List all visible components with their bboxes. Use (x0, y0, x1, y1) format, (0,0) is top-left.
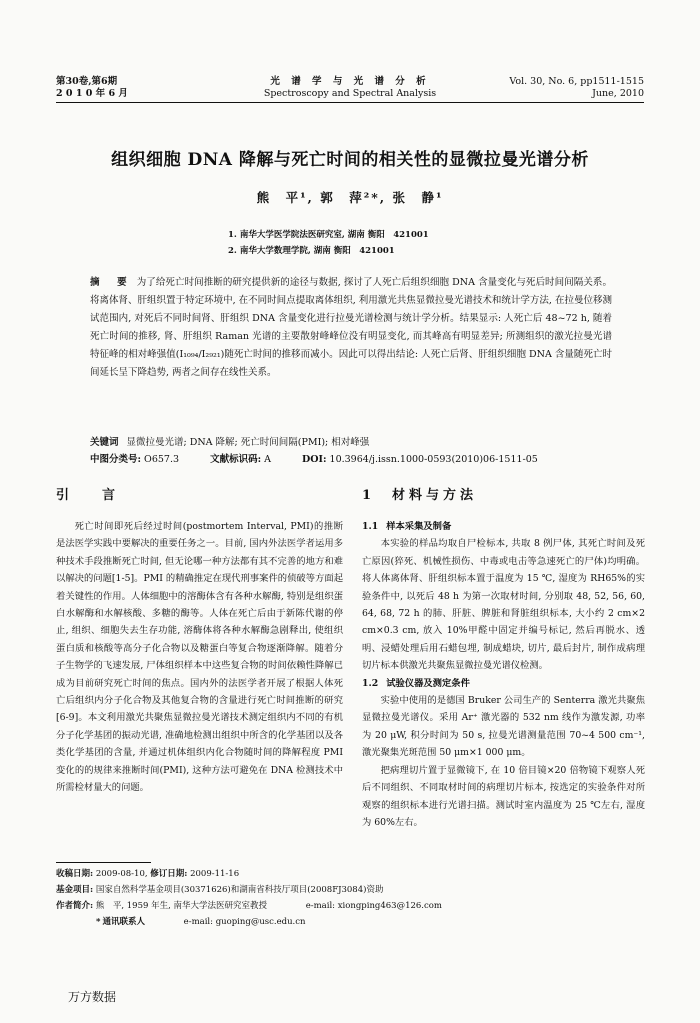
subsection-1-2 (362, 675, 645, 692)
journal-ref (509, 76, 644, 100)
watermark: 万方数据 (68, 990, 117, 1004)
received-label: 收稿日期: (56, 869, 94, 879)
abstract-text: 为了给死亡时间推断的研究提供新的途径与数据, 探讨了人死亡后组织细胞 DNA 含量变化与死后时间间隔关系。将离体肾、肝组织置于特定环境中, 在不同时间点提取离体组织, 利用激光共焦显微拉曼光谱技术和统计学方法, 在拉曼位移测试范围内, 对死后不同时间肾、肝组织 DNA 含量变化进行拉曼光谱检测与统计学分析。结果显示: 人死亡后 48~72 h, 随着死亡时间的推移, 肾、肝组织 Raman 光谱的主要散射峰峰位没有明显变化, 而其峰高有明显差异; 所测组织的激光拉曼光谱特征峰的相对峰强值(I₁₀₉₄/I₂₉₂₁)随死亡时间的推移而减小。因此可以得出结论: 人死亡后肾、肝组织细胞 DNA 含量随死亡时间延长呈下降趋势, 两者之间存在线性关系。 (90, 277, 612, 378)
intro-heading: 引 言 (56, 488, 126, 503)
author-bio-label: 作者简介: (56, 901, 94, 911)
doc-code-value: A (264, 454, 271, 465)
procedure-paragraph: 把病理切片置于显微镜下, 在 10 倍目镜×20 倍物镜下观察人死后不同组织、不同取材时间的病理切片标本, 按选定的实验条件对所观察的组织标本进行光谱扫描。测试时室内温度为 25 ℃左右, 湿度为 60%左右。 (362, 764, 645, 828)
header-rule (56, 102, 644, 103)
issue-date: 2 0 1 0 年 6 月 (56, 88, 128, 99)
abstract (90, 274, 612, 382)
subsection-1-1 (362, 518, 645, 535)
corresponding-line (56, 914, 646, 930)
subsection-1-1-number: 1.1 (362, 521, 379, 532)
corresponding-email[interactable]: e-mail: guoping@usc.edu.cn (183, 917, 306, 927)
corresponding-label: 通讯联系人 (102, 917, 145, 927)
journal-name (200, 76, 500, 100)
journal-name-en: Spectroscopy and Spectral Analysis (263, 88, 437, 99)
revised-date: 2009-11-16 (190, 869, 240, 879)
keywords (90, 434, 612, 451)
corresponding-star: * (96, 917, 101, 927)
doi-value: 10.3964/j.issn.1000-0593(2010)06-1511-05 (329, 454, 538, 465)
subsection-1-1-title: 样本采集及制备 (386, 521, 452, 532)
affiliation-1: 1. 南华大学医学院法医研究室, 湖南 衡阳 421001 (228, 230, 429, 240)
methods-heading: 1 材料与方法 (362, 488, 478, 503)
doc-code-label: 文献标识码: (210, 454, 262, 465)
fund-label: 基金项目: (56, 885, 94, 895)
dates-line (56, 866, 646, 882)
journal-issue (56, 76, 128, 100)
keywords-label: 关键词 (90, 437, 119, 448)
revised-label: 修订日期: (150, 869, 188, 879)
right-column (362, 518, 645, 831)
clc-label: 中图分类号: (90, 454, 142, 465)
fund-text: 国家自然科学基金项目(30371626)和湖南省科技厅项目(2008FJ3084)资助 (95, 885, 384, 895)
fund-line (56, 882, 646, 898)
author-list: 熊 平¹, 郭 萍²*, 张 静¹ (256, 190, 444, 205)
author-email[interactable]: e-mail: xiongping463@126.com (305, 901, 442, 911)
intro-paragraph: 死亡时间即死后经过时间(postmortem Interval, PMI)的推断是法医学实践中要解决的重要任务之一。目前, 国内外法医学者运用多种技术手段推断死亡时间, 但无论哪一种方法都有其不完善的地方和难以解决的问题[1-5]。PMI 的精确推定在现代刑事案件的侦破等方面起着关键性的作用。人体细胞中的溶酶体含有各种水解酶, 特别是组织蛋白水解酶和水解核酸、多糖的酶等。人体在死亡后由于新陈代谢的停止, 组织、细胞失去生存功能, 溶酶体将各种水解酶急剧释出, 使组织蛋白质和核酸等高分子化合物以及糖蛋白等复合物逐渐降解。随着分子生物学的飞速发展, 尸体组织样本中这些复合物的时间依赖性降解已成为目前研究死亡时间的焦点。国内外的法医学者开展了根据人体死亡后组织内分子化合物及其他复合物的含量进行死亡时间推断的研究[6-9]。本文利用激光共聚焦显微拉曼光谱技术测定组织内不同的有机分子化学基团的振动光谱, 准确地检测出组织中所含的化学基团以及各类化学基团的含量, 并通过机体组织内化合物随时间的降解程度 PMI 变化的的规律来推断时间(PMI), 这种方法可避免在 DNA 检测技术中所需检材量大的问题。 (56, 521, 343, 794)
footnote-rule (56, 862, 151, 863)
author-bio-text: 熊 平, 1959 年生, 南华大学法医研究室教授 (95, 901, 267, 911)
volume-pages: Vol. 30, No. 6, pp1511-1515 (509, 76, 644, 87)
subsection-1-2-number: 1.2 (362, 677, 379, 689)
journal-name-cn: 光 谱 学 与 光 谱 分 析 (270, 76, 430, 87)
received-date: 2009-08-10, (95, 869, 148, 879)
clc-value: O657.3 (144, 454, 180, 465)
keywords-text: 显微拉曼光谱; DNA 降解; 死亡时间间隔(PMI); 相对峰强 (126, 437, 370, 448)
classification-line (90, 451, 630, 468)
volume-issue: 第30卷,第6期 (56, 76, 118, 87)
doi-label: DOI: (302, 454, 327, 465)
sample-paragraph: 本实验的样品均取自尸检标本, 共取 8 例尸体, 其死亡时间及死亡原因(猝死、机械性损伤、中毒或电击等急速死亡的尸体)均明确。将人体离体肾、肝组织标本置于温度为 15 ℃, 湿度为 RH65%的实验条件中, 以死后 48 h 为第一次取材时间, 分别取 48, 52, 56, 60, 64, 68, 72 h 的肺、肝脏、脾脏和肾脏组织标本, 大小约 2 cm×2 cm×0.3 cm, 放入 10%甲醛中固定并编号标记, 然后再脱水、透明、浸蜡处理后用石蜡包埋, 制成蜡块, 切片, 最后封片, 制作成病理切片标本供激光共聚焦显微拉曼光谱仪检测。 (362, 538, 645, 672)
footnotes (56, 866, 646, 930)
affiliation-2: 2. 南华大学数理学院, 湖南 衡阳 421001 (228, 246, 395, 256)
publication-month: June, 2010 (592, 88, 644, 99)
abstract-label: 摘 要 (90, 277, 131, 288)
instrument-paragraph: 实验中使用的是德国 Bruker 公司生产的 Senterra 激光共聚焦显微拉曼光谱仪。采用 Ar⁺ 激光器的 532 nm 线作为激发源, 功率为 20 μW, 积分时间为 50 s, 拉曼光谱测量范围 70~4 500 cm⁻¹, 激光聚集光斑范围 50 μm×1 000 μm。 (362, 695, 645, 759)
author-bio-line (56, 898, 646, 914)
subsection-1-2-title: 试验仪器及测定条件 (386, 677, 470, 689)
left-column (56, 518, 343, 797)
paper-title: 组织细胞 DNA 降解与死亡时间的相关性的显微拉曼光谱分析 (111, 150, 589, 170)
